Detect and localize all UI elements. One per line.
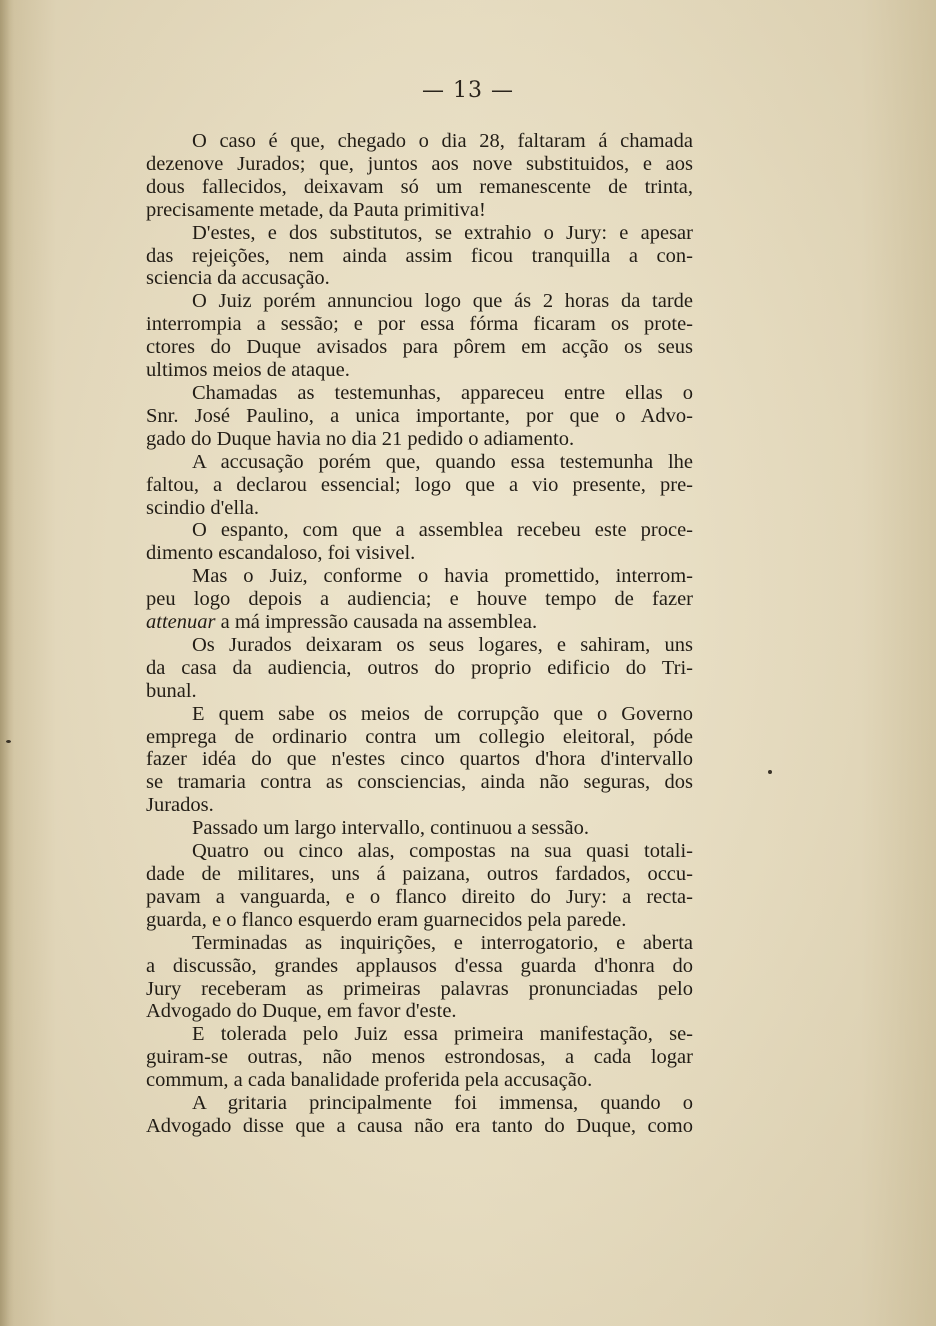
text-line: emprega de ordinario contra um collegio eleitoral, póde xyxy=(146,725,693,748)
text-line: Quatro ou cinco alas, compostas na sua quasi totali- xyxy=(192,840,693,863)
text-line: Jury receberam as primeiras palavras pronunciadas pelo xyxy=(146,977,693,1000)
text-line: D'estes, e dos substitutos, se extrahio o Jury: e apesar xyxy=(192,221,693,244)
text-line: Mas o Juiz, conforme o havia promettido, interrom- xyxy=(192,565,693,588)
body-text xyxy=(146,130,693,1138)
paragraph xyxy=(146,703,693,818)
text-line: da casa da audiencia, outros do proprio edificio do Tri- xyxy=(146,656,693,679)
text-line: fazer idéa do que n'estes cinco quartos d'hora d'intervallo xyxy=(146,748,693,771)
text-line: scindio d'ella. xyxy=(146,496,260,519)
page-edge-shadow xyxy=(0,0,14,1326)
paragraph xyxy=(146,130,693,222)
text-line: A gritaria principalmente foi immensa, quando o xyxy=(192,1092,693,1115)
text-line: guiram-se outras, não menos estrondosas, a cada logar xyxy=(146,1046,693,1069)
text-line: sciencia da accusação. xyxy=(146,267,330,290)
text-line: Terminadas as inquirições, e interrogatorio, e aberta xyxy=(192,931,693,954)
paragraph xyxy=(146,1092,693,1138)
paragraph xyxy=(146,565,693,634)
paragraph xyxy=(146,634,693,703)
text-line: pavam a vanguarda, e o flanco direito do Jury: a recta- xyxy=(146,885,693,908)
text-line: dimento escandaloso, foi visivel. xyxy=(146,542,416,565)
text-line: E quem sabe os meios de corrupção que o Governo xyxy=(192,702,693,725)
text-line: precisamente metade, da Pauta primitiva! xyxy=(146,198,486,221)
text-line: dous fallecidos, deixavam só um remanescente de trinta, xyxy=(146,175,693,198)
text-line: Advogado disse que a causa não era tanto do Duque, como xyxy=(146,1114,693,1137)
text-line: Snr. José Paulino, a unica importante, por que o Advo- xyxy=(146,404,693,427)
text-line: dezenove Jurados; que, juntos aos nove substituidos, e aos xyxy=(146,152,693,175)
text-line: peu logo depois a audiencia; e houve tempo de fazer xyxy=(146,588,693,611)
paragraph xyxy=(146,840,693,932)
text-line: a discussão, grandes applausos d'essa guarda d'honra do xyxy=(146,954,693,977)
paragraph xyxy=(146,290,693,382)
text-line: das rejeições, nem ainda assim ficou tranquilla a con- xyxy=(146,244,693,267)
paragraph xyxy=(146,1023,693,1092)
text-line: O Juiz porém annunciou logo que ás 2 horas da tarde xyxy=(192,290,693,313)
text-line: ultimos meios de ataque. xyxy=(146,359,350,382)
text-line: ctores do Duque avisados para pôrem em acção os seus xyxy=(146,336,693,359)
paragraph xyxy=(146,817,693,840)
ink-speck xyxy=(6,740,11,743)
text-line: interrompia a sessão; e por essa fórma ficaram os prote- xyxy=(146,313,693,336)
text-line: A accusação porém que, quando essa testemunha lhe xyxy=(192,450,693,473)
text-line: O caso é que, chegado o dia 28, faltaram á chamada xyxy=(192,130,693,152)
paragraph xyxy=(146,932,693,1024)
text-line: dade de militares, uns á paizana, outros fardados, occu- xyxy=(146,863,693,885)
text-line: E tolerada pelo Juiz essa primeira manifestação, se- xyxy=(192,1023,693,1046)
text-line: Os Jurados deixaram os seus logares, e sahiram, uns xyxy=(192,633,693,656)
paragraph xyxy=(146,382,693,451)
paragraph xyxy=(146,451,693,520)
paragraph xyxy=(146,519,693,565)
text-line: guarda, e o flanco esquerdo eram guarnecidos pela parede. xyxy=(146,908,627,931)
text-line: se tramaria contra as consciencias, ainda não seguras, dos xyxy=(146,771,693,794)
text-line: Jurados. xyxy=(146,794,214,817)
paragraph xyxy=(146,222,693,291)
text-line: O espanto, com que a assemblea recebeu este proce- xyxy=(192,519,693,542)
text-line: Advogado do Duque, em favor d'este. xyxy=(146,1000,457,1023)
text-line: commum, a cada banalidade proferida pela accusação. xyxy=(146,1069,593,1092)
text-line: bunal. xyxy=(146,679,197,702)
text-line: faltou, a declarou essencial; logo que a vio presente, pre- xyxy=(146,473,693,496)
ink-speck xyxy=(768,770,772,774)
text-line: Chamadas as testemunhas, appareceu entre ellas o xyxy=(192,381,693,404)
page-number: — 13 — xyxy=(422,78,514,103)
text-line: gado do Duque havia no dia 21 pedido o adiamento. xyxy=(146,427,575,450)
text-line: attenuar a má impressão causada na assemblea. xyxy=(146,611,538,634)
text-line: Passado um largo intervallo, continuou a sessão. xyxy=(192,817,590,840)
